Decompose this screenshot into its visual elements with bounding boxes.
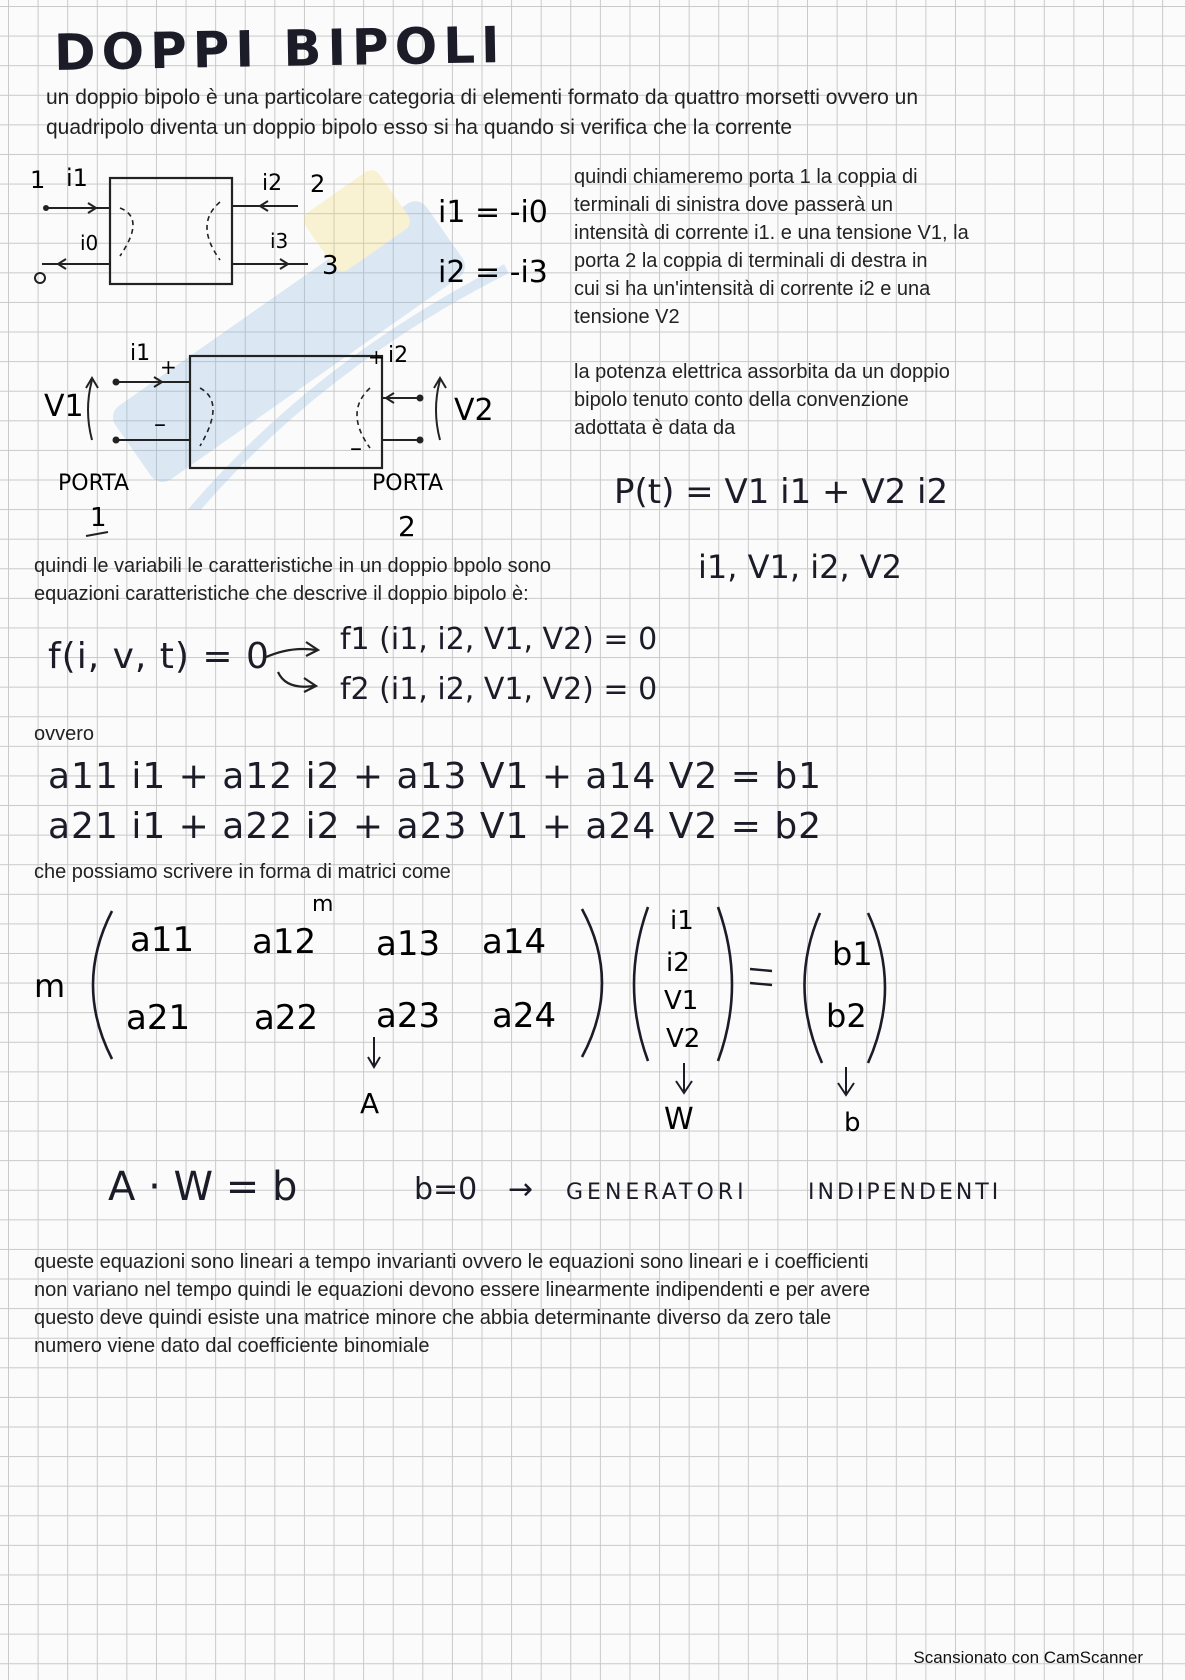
- power-line-3: adottata è data da: [574, 417, 736, 439]
- vector-w-v2: V2: [666, 1024, 701, 1054]
- voltage-v1-label: V1: [44, 389, 84, 424]
- vector-w-v1: V1: [664, 986, 699, 1016]
- matrix-a11: a11: [130, 920, 195, 960]
- label-a: A: [360, 1087, 380, 1120]
- ports-line-2: terminali di sinistra dove passerà un: [574, 194, 894, 216]
- power-line-2: bipolo tenuto conto della convenzione: [574, 389, 909, 411]
- matrix-a12: a12: [252, 922, 317, 962]
- linear-equation-row-2: a21 i1 + a22 i2 + a23 V1 + a24 V2 = b2: [48, 806, 823, 847]
- equals-sign-bottom: [750, 983, 772, 985]
- current-relation-1: i1 = -i0: [438, 195, 548, 230]
- current-i2-label: i2: [262, 171, 283, 196]
- matrix-a24: a24: [492, 996, 557, 1036]
- power-formula: P(t) = V1 i1 + V2 i2: [614, 472, 949, 512]
- final-line-3: questo deve quindi esiste una matrice minore che abbia determinante diverso da zero tale: [34, 1307, 832, 1329]
- current-i1-label: i1: [130, 341, 151, 366]
- terminal-0-label: 0: [32, 270, 33, 271]
- matrix-a21: a21: [126, 998, 191, 1038]
- label-b: b: [844, 1108, 861, 1138]
- variables-paragraph: [34, 552, 551, 608]
- vector-b-left-bracket: [804, 913, 822, 1063]
- matrix-intro-text: che possiamo scrivere in forma di matrici come: [34, 861, 451, 883]
- ports-line-3: intensità di corrente i1. e una tensione V1, la: [574, 222, 969, 244]
- equation-f1: f1 (i1, i2, V1, V2) = 0: [340, 622, 658, 657]
- matrix-a13: a13: [376, 924, 441, 964]
- intro-line-2: quadripolo diventa un doppio bipolo esso si ha quando si verifica che la corrente: [46, 115, 792, 139]
- matrix-a23: a23: [376, 996, 441, 1036]
- generators-label: GENERATORI: [566, 1180, 748, 1205]
- ports-line-4: porta 2 la coppia di terminali di destra in: [574, 250, 928, 272]
- vector-w-i1: i1: [670, 906, 694, 936]
- port2-plus-sign: +: [368, 345, 385, 369]
- b-zero-condition: b=0: [414, 1172, 478, 1207]
- ports-line-6: tensione V2: [574, 306, 680, 328]
- independent-label: INDIPENDENTI: [808, 1180, 1002, 1205]
- power-line-1: la potenza elettrica assorbita da un doppio: [574, 361, 950, 383]
- ports-paragraph: [574, 163, 969, 331]
- port1-minus-sign: –: [154, 410, 166, 438]
- ports-line-5: cui si ha un'intensità di corrente i2 e una: [574, 278, 931, 300]
- terminal-2-label: 2: [310, 170, 326, 198]
- vector-w-i2: i2: [666, 948, 690, 978]
- terminal-3-label: 3: [322, 251, 339, 281]
- terminal-1-label: 1: [30, 166, 46, 194]
- current-i3-label: i3: [270, 229, 289, 253]
- matrix-a-left-bracket: [93, 911, 112, 1059]
- matrix-m-label-left: m: [34, 967, 66, 1005]
- final-line-4: numero viene dato dal coefficiente binomiale: [34, 1335, 430, 1357]
- intro-paragraph: [46, 83, 918, 142]
- label-w: W: [664, 1102, 694, 1137]
- ovvero-text: ovvero: [34, 723, 95, 745]
- vector-b1: b1: [832, 935, 873, 973]
- equation-f2: f2 (i1, i2, V1, V2) = 0: [340, 672, 658, 707]
- matrix-equation: [30, 885, 1030, 1145]
- port2-number: 2: [398, 510, 416, 543]
- equals-sign-top: [750, 969, 772, 971]
- final-line-1: queste equazioni sono lineari a tempo invarianti ovvero le equazioni sono lineari e i coefficienti: [34, 1251, 869, 1273]
- characteristic-equation: f(i, v, t) = 0: [48, 636, 270, 677]
- port1-plus-sign: +: [160, 355, 177, 379]
- scanner-footer: Scansionato con CamScanner: [913, 1648, 1143, 1667]
- quadripole-diagram: [28, 150, 548, 300]
- port2-minus-sign: –: [350, 434, 362, 462]
- vector-w-right-bracket: [718, 907, 732, 1061]
- variables-list: i1, V1, i2, V2: [698, 548, 903, 586]
- matrix-a-right-bracket: [582, 909, 602, 1057]
- port2-label: PORTA: [372, 471, 444, 496]
- page-title: DOPPI BIPOLI: [53, 16, 507, 82]
- current-i1-label: i1: [66, 164, 88, 192]
- voltage-v2-label: V2: [454, 393, 494, 428]
- ports-line-1: quindi chiameremo porta 1 la coppia di: [574, 166, 918, 188]
- final-line-2: non variano nel tempo quindi le equazioni devono essere linearmente indipendenti e per avere: [34, 1279, 871, 1301]
- matrix-a22: a22: [254, 998, 319, 1038]
- quadripole-box: [110, 178, 232, 284]
- variables-line-2: equazioni caratteristiche che descrive il doppio bipolo è:: [34, 583, 529, 605]
- linear-equation-row-1: a11 i1 + a12 i2 + a13 V1 + a14 V2 = b1: [48, 756, 823, 797]
- current-i0-label: i0: [80, 231, 99, 255]
- matrix-m-label-top: m: [312, 892, 334, 917]
- matrix-a14: a14: [482, 922, 547, 962]
- implication-arrows: [260, 632, 350, 702]
- vector-w-left-bracket: [634, 907, 648, 1061]
- current-relation-2: i2 = -i3: [438, 255, 548, 290]
- vector-b2: b2: [826, 997, 867, 1035]
- two-port-diagram: [28, 340, 548, 550]
- final-paragraph: [34, 1248, 870, 1360]
- power-paragraph: [574, 358, 950, 442]
- implies-arrow: →: [508, 1172, 534, 1207]
- variables-line-1: quindi le variabili le caratteristiche in un doppio bpolo sono: [34, 555, 551, 577]
- intro-line-1: un doppio bipolo è una particolare categoria di elementi formato da quattro morsetti ovvero un: [46, 86, 919, 109]
- matrix-product-equation: A · W = b: [108, 1164, 298, 1210]
- current-i2-label: i2: [388, 343, 409, 368]
- port1-label: PORTA: [58, 471, 130, 496]
- port1-number: 1: [90, 503, 107, 533]
